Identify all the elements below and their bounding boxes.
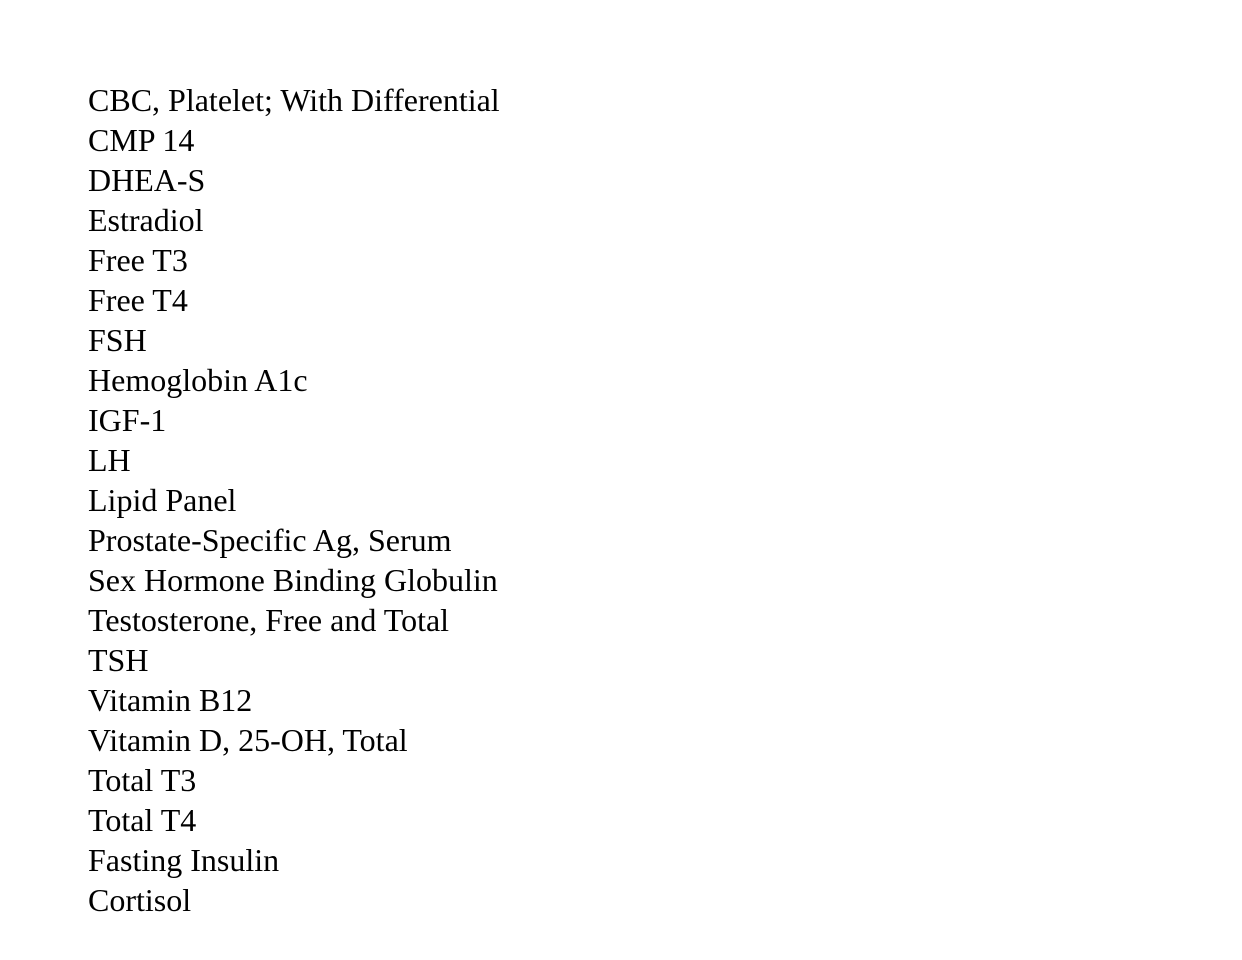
test-item: Free T4: [88, 282, 188, 318]
test-item: Free T3: [88, 242, 188, 278]
test-item: Estradiol: [88, 202, 204, 238]
test-item: Total T4: [88, 802, 197, 838]
test-item: Prostate-Specific Ag, Serum: [88, 522, 452, 558]
test-item: Fasting Insulin: [88, 842, 280, 878]
test-item: Sex Hormone Binding Globulin: [88, 562, 498, 598]
test-item: LH: [88, 442, 131, 478]
test-item: Testosterone, Free and Total: [88, 602, 450, 638]
test-item: Lipid Panel: [88, 482, 237, 518]
test-item: Total T3: [88, 762, 197, 798]
test-item: CMP 14: [88, 122, 195, 158]
lab-test-list: [88, 80, 500, 920]
test-item: CBC, Platelet; With Differential: [88, 82, 500, 118]
test-item: DHEA-S: [88, 162, 206, 198]
test-item: Hemoglobin A1c: [88, 362, 308, 398]
test-item: FSH: [88, 322, 147, 358]
test-item: Vitamin D, 25-OH, Total: [88, 722, 408, 758]
test-item: Vitamin B12: [88, 682, 253, 718]
test-item: Cortisol: [88, 882, 192, 918]
test-item: TSH: [88, 642, 149, 678]
test-item: IGF-1: [88, 402, 167, 438]
